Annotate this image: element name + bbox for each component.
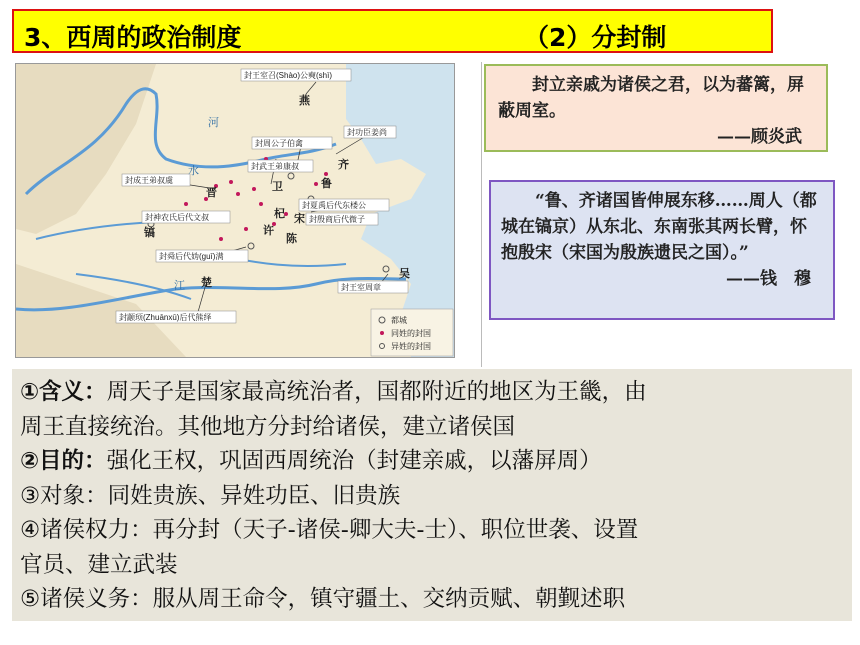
meaning-label: ①含义： — [20, 379, 107, 405]
legend-diff-surname: 异姓的封国 — [391, 342, 431, 351]
label-wenshu: 封神农氏后代文叔 — [145, 213, 209, 222]
content-line-meaning — [20, 375, 844, 410]
content-line-purpose — [20, 444, 844, 479]
quote1-text: 封立亲戚为诸侯之君，以为蕃篱，屏蔽周室。 — [498, 75, 804, 121]
state-xu: 许 — [263, 225, 274, 237]
quote2-text: “鲁、齐诸国皆伸展东移……周人（都城在镐京）从东北、东南张其两长臂，怀抱殷宋（宋国为殷族遗民之国）。” — [501, 191, 817, 263]
state-jin: 晋 — [206, 187, 217, 199]
state-qi-kingdom: 杞 — [274, 208, 285, 220]
capital-hao: 镐 — [144, 227, 155, 239]
state-yan: 燕 — [299, 95, 310, 107]
divider — [481, 62, 482, 367]
content-line-meaning-cont: 周王直接统治。其他地方分封给诸侯，建立诸侯国 — [20, 413, 516, 440]
state-chu: 楚 — [201, 277, 212, 289]
quote-gu-yanwu — [484, 64, 828, 152]
state-qi: 齐 — [338, 159, 349, 171]
meaning-text: 周天子是国家最高统治者，国都附近的地区为王畿，由 — [106, 379, 647, 405]
legend-same-surname: 同姓的封国 — [391, 329, 431, 338]
subsection-title: （2）分封制 — [524, 23, 667, 52]
state-song: 宋 — [294, 213, 305, 225]
label-jiangshang: 封功臣姜尚 — [347, 128, 387, 137]
legend-capital: 都城 — [391, 316, 407, 325]
label-donglougong: 封夏禹后代东楼公 — [302, 201, 366, 210]
content-line-rights-cont: 官员、建立武装 — [20, 551, 178, 578]
purpose-label: ②目的： — [20, 448, 107, 474]
label-shuyu: 封成王弟叔虞 — [125, 176, 173, 185]
content-line-targets: ③对象：同姓贵族、异姓功臣、旧贵族 — [20, 482, 401, 509]
label-boqin: 封周公子伯禽 — [255, 139, 303, 148]
western-zhou-fiefdom-map — [15, 63, 455, 358]
state-lu: 鲁 — [321, 178, 332, 190]
quote2-author: ——钱 穆 — [726, 269, 811, 289]
river-he: 河 — [208, 117, 219, 129]
quote1-author: ——顾炎武 — [717, 127, 802, 147]
label-weizi: 封殷商后代微子 — [309, 215, 365, 224]
label-guiman: 封舜后代妫(guī)满 — [159, 252, 224, 261]
label-kangshu: 封武王弟康叔 — [251, 162, 299, 171]
quote-qian-mu — [489, 180, 835, 320]
label-zhouzhang: 封王室周章 — [341, 283, 381, 292]
state-wei: 卫 — [272, 181, 283, 193]
state-chen: 陈 — [286, 233, 297, 245]
label-shao: 封王室召(Shào)公奭(shì) — [244, 71, 333, 80]
state-wu: 吴 — [399, 268, 410, 280]
content-line-rights: ④诸侯权力：再分封（天子-诸侯-卿大夫-士）、职位世袭、设置 — [20, 517, 639, 543]
river-jiang: 江 — [174, 280, 185, 292]
purpose-text: 强化王权，巩固西周统治（封建亲戚，以藩屏周） — [106, 448, 602, 474]
river-shui: 水 — [188, 165, 199, 177]
section-title: 3、西周的政治制度 — [24, 23, 242, 52]
content-line-duties: ⑤诸侯义务：服从周王命令，镇守疆土、交纳贡赋、朝觐述职 — [20, 586, 626, 612]
title-bar — [12, 9, 773, 53]
label-xiongyi: 封颛顼(Zhuānxū)后代熊绎 — [119, 313, 212, 322]
content-box — [12, 369, 852, 621]
